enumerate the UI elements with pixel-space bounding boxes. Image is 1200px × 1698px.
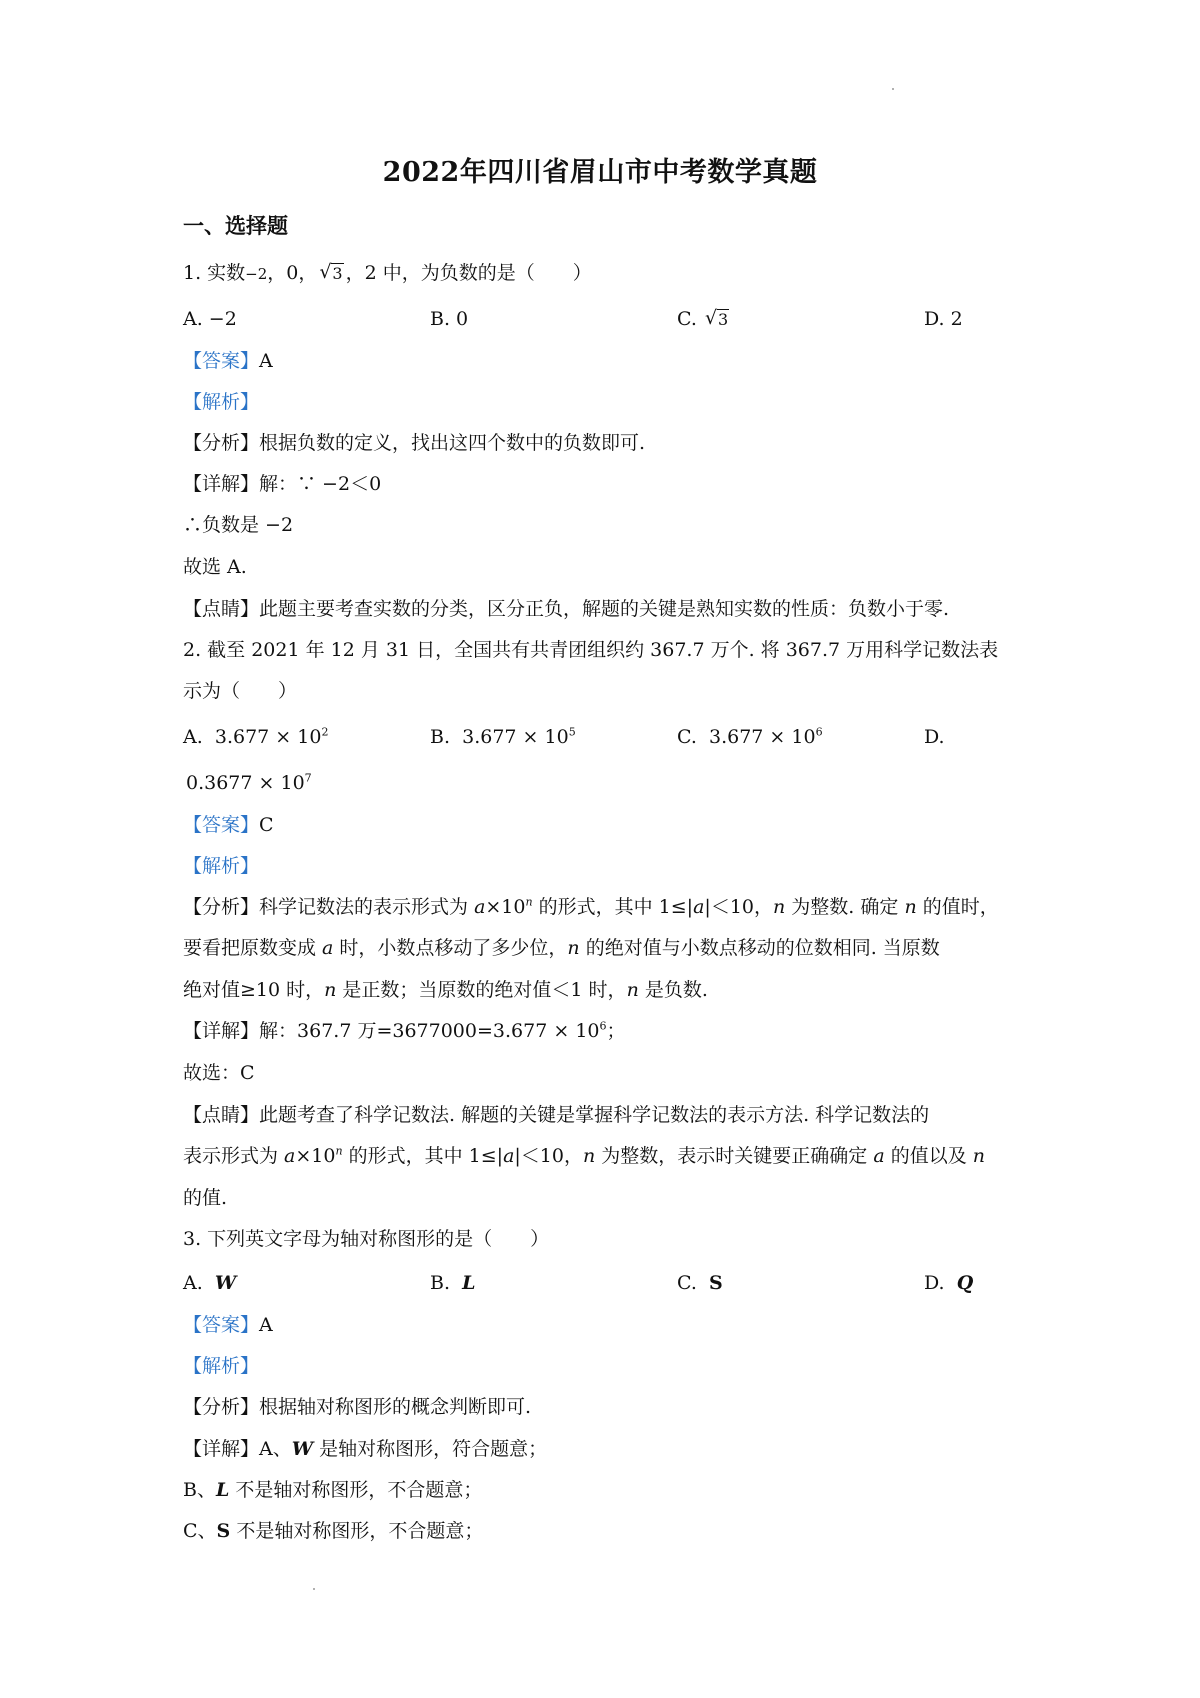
q1-line2: ∴负数是 −2	[183, 514, 294, 536]
q3-line-c: C、S 不是轴对称图形，不合题意；	[183, 1520, 484, 1542]
q2-option-b: B. $3.677 \times 10^5$	[430, 725, 576, 748]
q3-stem: 3. 下列英文字母为轴对称图形的是（ ）	[183, 1228, 550, 1250]
section-heading: 一、选择题	[183, 213, 288, 238]
sqrt-symbol: √ 3	[319, 261, 343, 283]
q2-fenxi-line2: 要看把原数变成 a 时，小数点移动了多少位，n 的绝对值与小数点移动的位数相同. 当原数	[183, 937, 940, 959]
q2-dianjing-line3: 的值.	[183, 1187, 228, 1209]
q2-fenxi-line1: 【分析】科学记数法的表示形式为 $a\times 10^n$ 的形式，其中 1≤|a|＜10，n 为整数. 确定 n 的值时，	[183, 895, 999, 918]
q3-answer: 【答案】A	[183, 1314, 273, 1336]
q2-select: 故选：C	[183, 1062, 255, 1084]
q1-fenxi: 【分析】根据负数的定义，找出这四个数中的负数即可.	[183, 432, 646, 454]
q3-xiangjie: 【详解】A、W 是轴对称图形，符合题意；	[183, 1438, 548, 1460]
q2-option-a: A. $3.677 \times 10^2$	[183, 725, 329, 748]
q3-option-d: D. Q	[924, 1272, 974, 1294]
q2-option-d: $0.3677 \times 10^7$	[186, 771, 312, 794]
q3-fenxi: 【分析】根据轴对称图形的概念判断即可.	[183, 1396, 532, 1418]
page-title: 2022年四川省眉山市中考数学真题	[382, 157, 818, 188]
q1-analysis-label: 【解析】	[183, 391, 260, 413]
q1-option-c: C. √ 3	[677, 306, 731, 333]
scan-dot	[892, 88, 894, 90]
q1-dianjing: 【点睛】此题主要考查实数的分类，区分正负，解题的关键是熟知实数的性质：负数小于零.	[183, 598, 950, 620]
q3-option-a: A. W	[183, 1272, 237, 1294]
q2-stem-line2: 示为（ ）	[183, 680, 298, 702]
q1-option-a: A. −2	[183, 308, 237, 330]
q3-line-b: B、L 不是轴对称图形，不合题意；	[183, 1479, 483, 1501]
q3-option-b: B. L	[430, 1272, 476, 1294]
q1-option-d: D. 2	[924, 308, 963, 330]
q2-fenxi-line3: 绝对值≥10 时，n 是正数；当原数的绝对值＜1 时，n 是负数.	[183, 979, 708, 1001]
q3-option-c: C. S	[677, 1272, 723, 1294]
q2-option-d-label: D.	[924, 726, 945, 748]
q2-xiangjie: 【详解】解：367.7 万$=3677000=3.677 \times 10^6$；	[183, 1019, 626, 1042]
q1-answer: 【答案】A	[183, 350, 273, 372]
q2-option-c: C. $3.677 \times 10^6$	[677, 725, 823, 748]
q1-option-b: B. 0	[430, 308, 469, 330]
q1-line3: 故选 A.	[183, 556, 247, 578]
q2-stem-line1: 2. 截至 2021 年 12 月 31 日，全国共有共青团组织约 367.7 万个. 将 367.7 万用科学记数法表	[183, 639, 999, 661]
q2-dianjing-line1: 【点睛】此题考查了科学记数法. 解题的关键是掌握科学记数法的表示方法. 科学记数法的	[183, 1104, 930, 1126]
scan-dot	[313, 1588, 315, 1590]
q1-xiangjie: 【详解】解：∵ −2＜0	[183, 473, 382, 495]
sqrt-symbol: √ 3	[704, 307, 729, 329]
q2-analysis-label: 【解析】	[183, 855, 260, 877]
q2-answer: 【答案】C	[183, 814, 274, 836]
q2-dianjing-line2: 表示形式为 $a\times 10^n$ 的形式，其中 1≤|a|＜10，n 为整数，表示时关键要正确确定 a 的值以及 n	[183, 1144, 986, 1167]
q3-analysis-label: 【解析】	[183, 1355, 260, 1377]
q1-stem: 1. 实数−2，0， √ 3 ，2 中，为负数的是（ ）	[183, 260, 592, 287]
